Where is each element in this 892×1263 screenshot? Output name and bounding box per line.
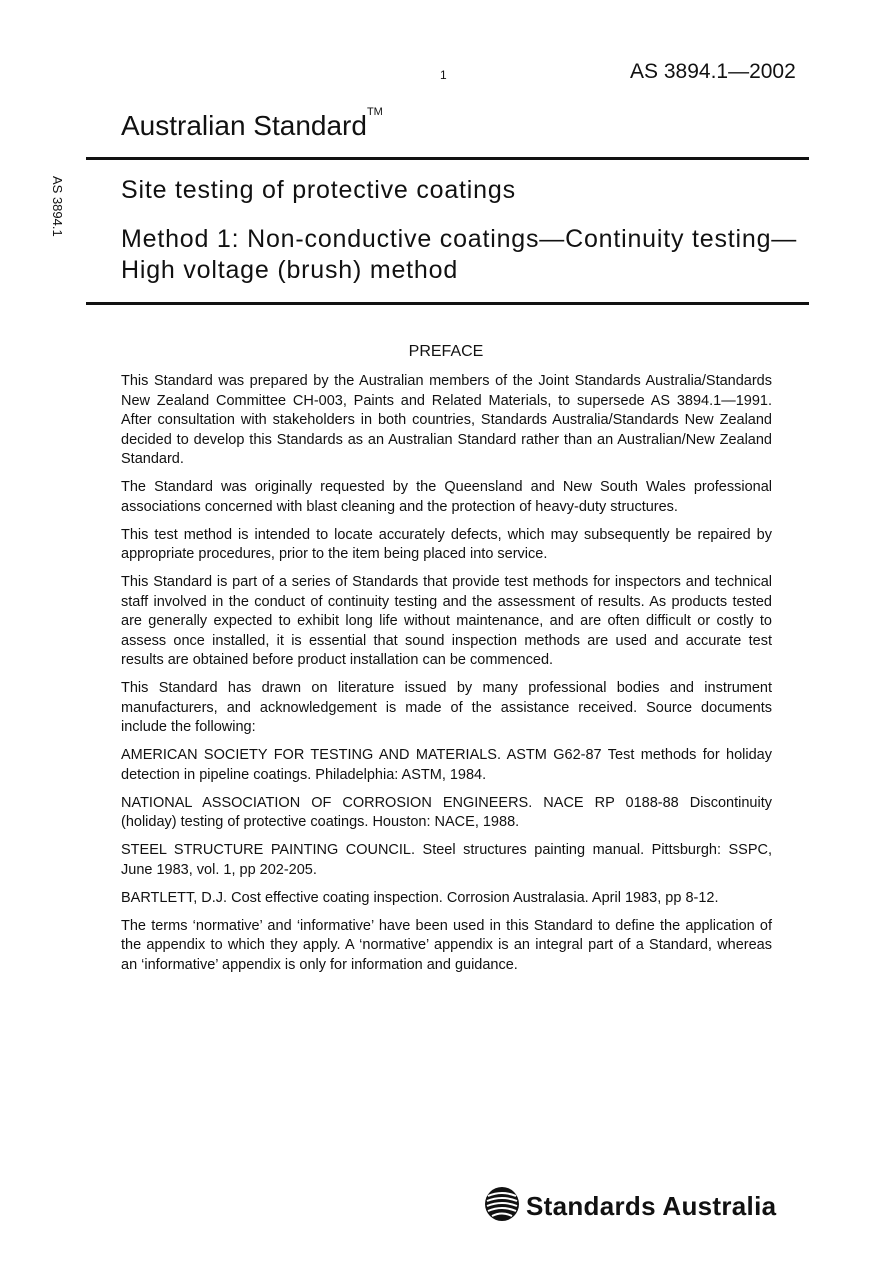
preface-paragraph: The terms ‘normative’ and ‘informative’ have been used in this Standard to define the application of the appendix to which they apply. A ‘normative’ appendix is an integral part of a Standard, whereas an ‘informative’ appendix is only for information and guidance. xyxy=(121,917,772,973)
reference-entry: STEEL STRUCTURE PAINTING COUNCIL. Steel structures painting manual. Pittsburgh: SSPC, June 1983, vol. 1, pp 202-205. xyxy=(121,842,772,878)
document-title: Site testing of protective coatings xyxy=(121,176,516,204)
series-name: Australian Standard xyxy=(121,110,367,141)
reference-entry: NATIONAL ASSOCIATION OF CORROSION ENGINEERS. NACE RP 0188-88 Discontinuity (holiday) testing of protective coatings. Houston: NACE, 1988. xyxy=(121,794,772,830)
preface-paragraph: This Standard is part of a series of Standards that provide test methods for inspectors and technical staff involved in the conduct of continuity testing and the assessment of results. As products tested are generally expected to exhibit long life without maintenance, and are often difficult or costly to assess once installed, it is essential that sound inspection methods are used and accurate test results are obtained before product installation can be commenced. xyxy=(121,574,772,668)
top-rule xyxy=(86,157,809,160)
standards-australia-emblem-icon xyxy=(484,1186,520,1227)
preface-heading: PREFACE xyxy=(408,343,484,360)
reference-entry: AMERICAN SOCIETY FOR TESTING AND MATERIALS. ASTM G62-87 Test methods for holiday detection in pipeline coatings. Philadelphia: ASTM, 1984. xyxy=(121,747,772,783)
preface-body xyxy=(121,372,772,984)
preface-paragraph: This Standard was prepared by the Australian members of the Joint Standards Australia/Standards New Zealand Committee CH-003, Paints and Related Materials, to supersede AS 3894.1—1991. After consultation with stakeholders in both countries, Standards Australia/Standards New Zealand decided to develop this Standards as an Australian Standard rather than an Australian/New Zealand Standard. xyxy=(121,373,772,467)
series-title xyxy=(121,106,383,142)
document-code: AS 3894.1—2002 xyxy=(630,60,796,83)
standards-australia-logo xyxy=(484,1186,776,1227)
document-subtitle: Method 1: Non-conductive coatings—Continuity testing—High voltage (brush) method xyxy=(121,225,798,284)
preface-paragraph: This test method is intended to locate accurately defects, which may subsequently be repaired by appropriate procedures, prior to the item being placed into service. xyxy=(121,526,772,562)
bottom-rule xyxy=(86,302,809,305)
preface-paragraph: The Standard was originally requested by the Queensland and New South Wales professional associations concerned with blast cleaning and the protection of heavy-duty structures. xyxy=(121,479,772,515)
side-label: AS 3894.1 xyxy=(50,176,65,237)
page-number: 1 xyxy=(440,68,447,82)
preface-paragraph: This Standard has drawn on literature issued by many professional bodies and instrument manufacturers, and acknowledgement is made of the assistance received. Source documents include the following: xyxy=(121,680,772,735)
trademark: TM xyxy=(366,106,383,118)
logo-text: Standards Australia xyxy=(526,1191,777,1221)
reference-entry: BARTLETT, D.J. Cost effective coating inspection. Corrosion Australasia. April 1983, pp 8-12. xyxy=(121,889,719,906)
